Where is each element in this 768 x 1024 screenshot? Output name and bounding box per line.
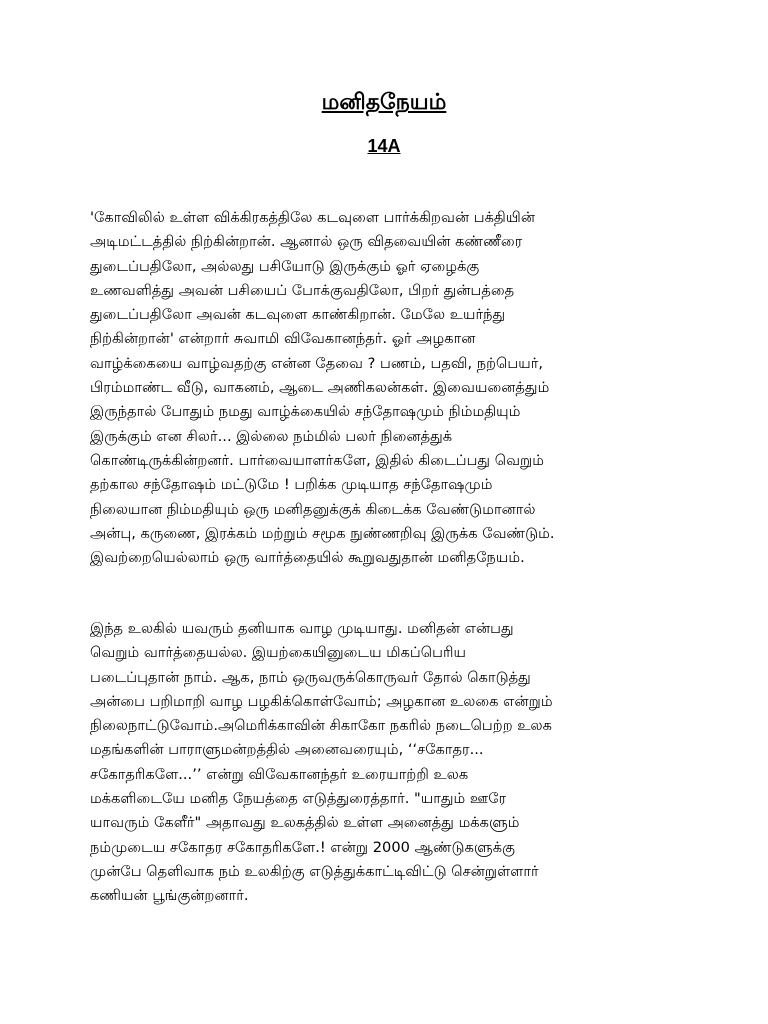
paragraph-line: சகோதரிகளே...’’ என்று விவேகானந்தர் உரையாற்றி உலக <box>90 765 469 783</box>
paragraph-line: மக்களிடையே மனித நேயத்தை எடுத்துரைத்தார். "யாதும் ஊரே <box>90 790 507 808</box>
paragraph-line: இந்த உலகில் யவரும் தனியாக வாழ முடியாது. மனிதன் என்பது <box>90 620 514 637</box>
document-title: மனிதநேயம் <box>321 90 447 115</box>
paragraph-line: இருந்தால் போதும் நமது வாழ்க்கையில் சந்தோஷமும் நிம்மதியும் <box>90 403 521 421</box>
paragraph-line: நம்முடைய சகோதர சகோதரிகளே.! என்று 2000 ஆண்டுகளுக்கு <box>90 838 515 856</box>
paragraph-line: தற்கால சந்தோஷம் மட்டுமே ! பறிக்க முடியாத சந்தோஷமும் <box>90 476 493 494</box>
paragraph-line: முன்பே தெளிவாக நம் உலகிற்கு எடுத்துக்காட்டிவிட்டு சென்றுள்ளார் <box>90 862 539 880</box>
paragraph-line: வாழ்க்கையை வாழ்வதற்கு என்ன தேவை ? பணம், பதவி, நற்பெயர், <box>90 354 544 372</box>
paragraph-line: அன்பு, கருணை, இரக்கம் மற்றும் சமூக நுண்ணறிவு இருக்க வேண்டும். <box>90 524 555 542</box>
document-subtitle: 14A <box>367 136 401 156</box>
paragraph-line: உணவளித்து அவன் பசியைப் போக்குவதிலோ, பிறர் துன்பத்தை <box>90 281 515 299</box>
paragraph-line: இருக்கும் என சிலர்... இல்லை நம்மில் பலர் நினைத்துக் <box>90 427 453 445</box>
paragraph-line: 'கோவிலில் உள்ள விக்கிரகத்திலே கடவுளை பார்க்கிறவன் பக்தியின் <box>90 209 536 226</box>
paragraph-line: மதங்களின் பாராளுமன்றத்தில் அனைவரையும், ‘‘சகோதர... <box>90 741 484 759</box>
paragraph-line: துடைப்பதிலோ, அல்லது பசியோடு இருக்கும் ஓர் ஏழைக்கு <box>90 257 480 275</box>
paragraph-line: நிலைநாட்டுவோம்.அமெரிக்காவின் சிகாகோ நகரில் நடைபெற்ற உலக <box>90 717 552 735</box>
paragraph-line: அடிமட்டத்தில் நிற்கின்றான். ஆனால் ஒரு விதவையின் கண்ணீரை <box>90 233 523 251</box>
paragraph-line: வெறும் வார்த்தையல்ல. இயற்கையினுடைய மிகப்பெரிய <box>90 644 467 662</box>
paragraph-line: கொண்டிருக்கின்றனர். பார்வையாளர்களே, இதில் கிடைப்பது வெறும் <box>90 451 544 469</box>
paragraph-2 <box>90 617 690 909</box>
paragraph-line: துடைப்பதிலோ அவன் கடவுளை காண்கிறான். மேலே உயர்ந்து <box>90 306 506 324</box>
paragraph-1 <box>90 206 690 570</box>
paragraph-line: கணியன் பூங்குன்றனார். <box>90 887 249 905</box>
paragraph-line: பிரம்மாண்ட வீடு, வாகனம், ஆடை அணிகலன்கள். இவையனைத்தும் <box>90 379 550 397</box>
paragraph-line: யாவரும் கேளீர்" அதாவது உலகத்தில் உள்ள அனைத்து மக்களும் <box>90 814 520 832</box>
paragraph-line: நிலையான நிம்மதியும் ஒரு மனிதனுக்குக் கிடைக்க வேண்டுமானால் <box>90 500 536 518</box>
paragraph-line: அன்பை பறிமாறி வாழ பழகிக்கொள்வோம்; அழகான உலகை என்றும் <box>90 692 553 710</box>
paragraph-line: இவற்றையெல்லாம் ஒரு வார்த்தையில் கூறுவதுதான் மனிதநேயம். <box>90 549 525 567</box>
paragraph-line: நிற்கின்றான்' என்றார் சுவாமி விவேகானந்தர். ஓர் அழகான <box>90 330 476 348</box>
paragraph-line: படைப்புதான் நாம். ஆக, நாம் ஒருவருக்கொருவர் தோல் கொடுத்து <box>90 668 531 686</box>
